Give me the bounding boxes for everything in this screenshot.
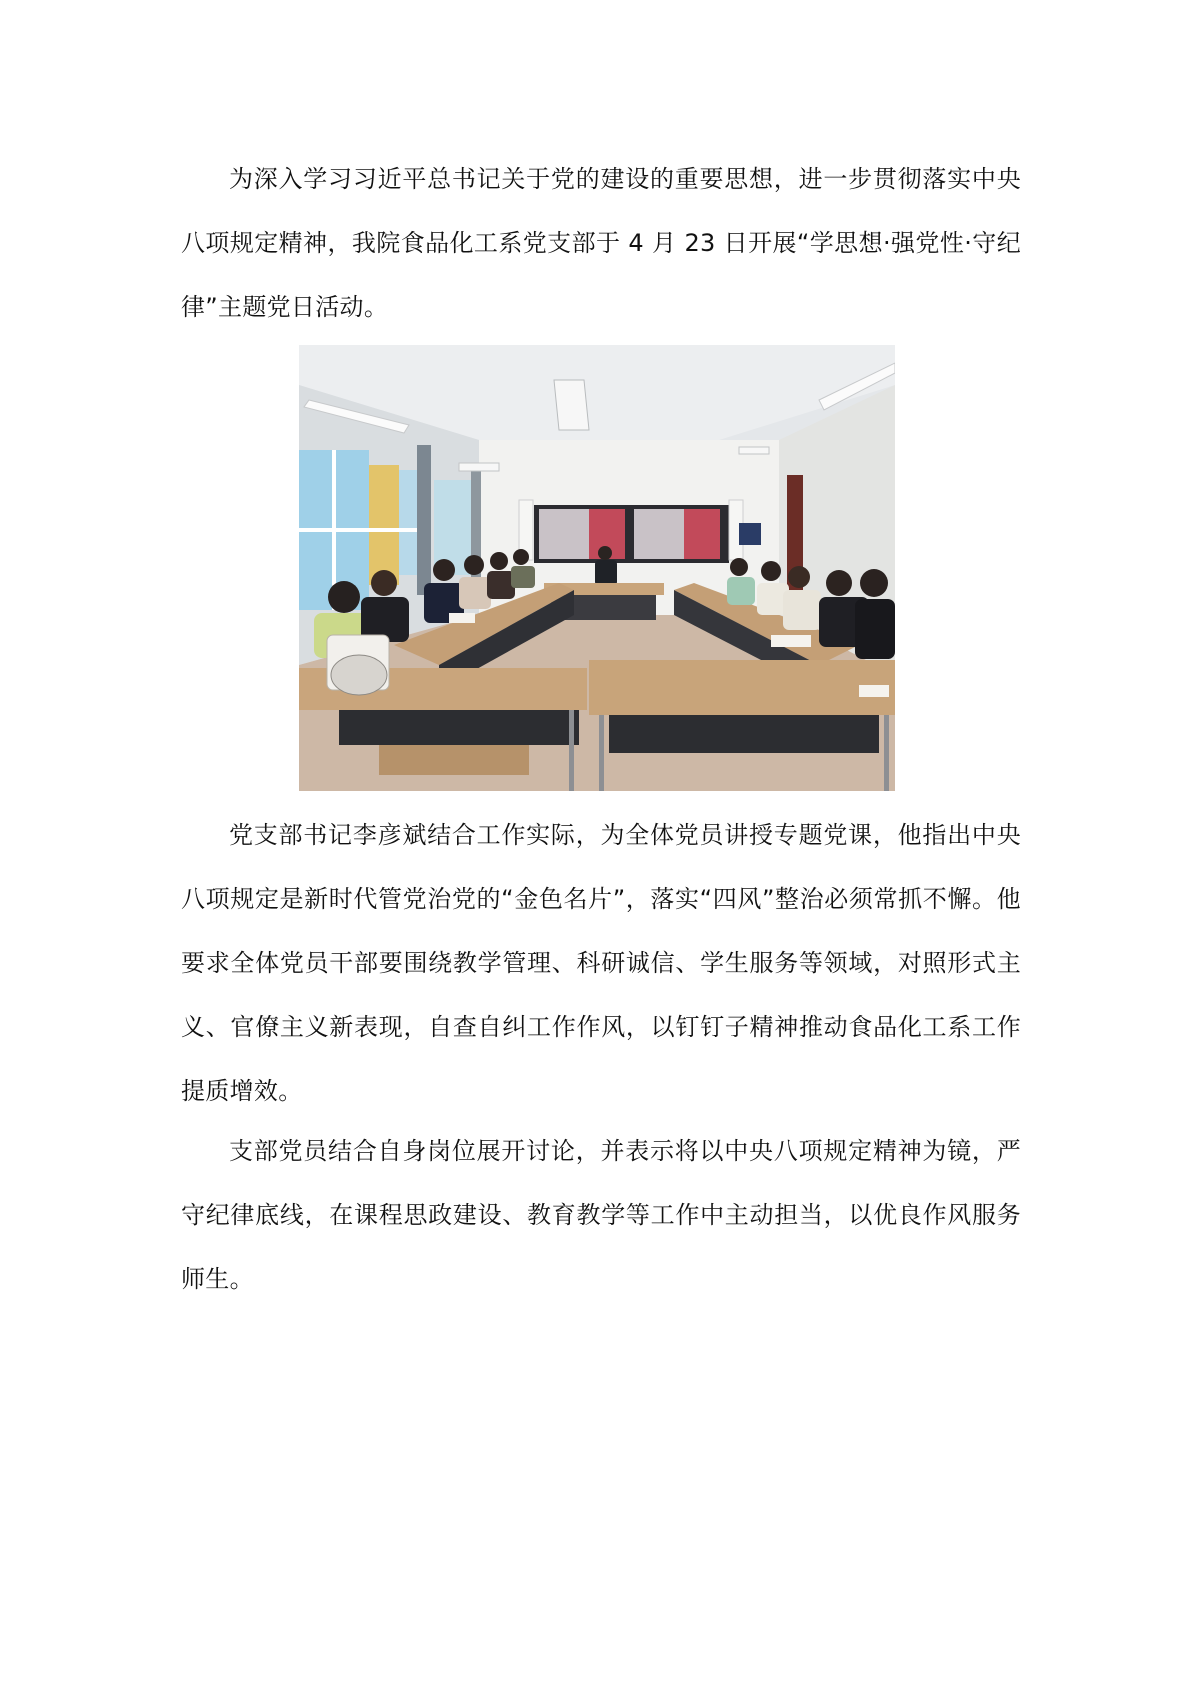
lecture-paragraph: 党支部书记李彦斌结合工作实际，为全体党员讲授专题党课，他指出中央八项规定是新时代管党治党的“金色名片”，落实“四风”整治必须常抓不懈。他要求全体党员干部要围绕教学管理、科研诚信、学生服务等领域，对照形式主义、官僚主义新表现，自查自纠工作作风，以钉钉子精神推动食品化工系工作提质增效。 [181,821,1021,1105]
meeting-photo [299,345,895,791]
intro-paragraph: 为深入学习习近平总书记关于党的建设的重要思想，进一步贯彻落实中央八项规定精神，我院食品化工系党支部于 4 月 23 日开展“学思想·强党性·守纪律”主题党日活动。 [181,165,1021,321]
discussion-paragraph: 支部党员结合自身岗位展开讨论，并表示将以中央八项规定精神为镜，严守纪律底线，在课程思政建设、教育教学等工作中主动担当，以优良作风服务师生。 [181,1137,1021,1293]
